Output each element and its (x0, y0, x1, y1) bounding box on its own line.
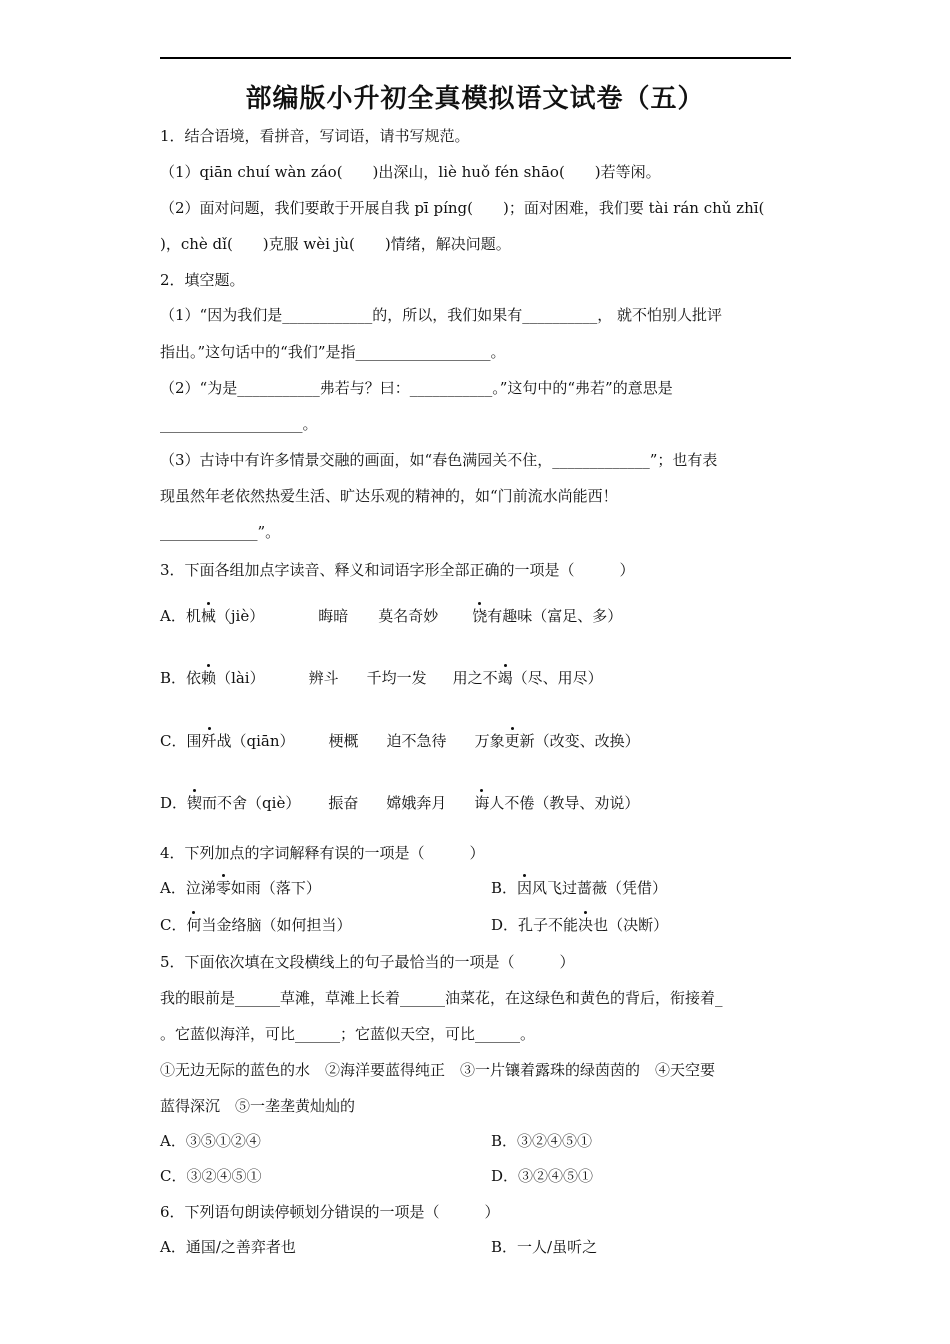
q5-option-c: C．③②④⑤① (160, 1167, 262, 1185)
word-text: 风飞过蔷薇（凭借） (532, 879, 668, 897)
option-label: A． (160, 607, 186, 625)
q2-part2-line2: ___________________。 (160, 415, 318, 433)
q3-stem: 3．下面各组加点字读音、释义和词语字形全部正确的一项是（ ） (160, 561, 635, 579)
q5-option-d: D．③②④⑤① (491, 1167, 594, 1185)
dotted-char: 零 (215, 879, 231, 897)
option-label: A． (160, 879, 186, 897)
q6-option-a: A．通国/之善弈者也 (160, 1238, 296, 1256)
option-label: B． (491, 879, 518, 897)
word-text: 机 (185, 607, 201, 625)
dotted-char: 更 (504, 732, 520, 750)
word-text: 当金络脑（如何担当） (201, 916, 352, 934)
q3-option-b (160, 668, 603, 688)
q4-option-d (491, 915, 668, 935)
dotted-char: 械 (200, 607, 216, 625)
dotted-char: 赖 (201, 669, 217, 687)
q3-option-d (160, 793, 639, 813)
q3-option-a (160, 606, 622, 626)
q2-part1-line2: 指出。”这句话中的“我们”是指__________________。 (160, 343, 506, 361)
q2-stem: 2．填空题。 (160, 271, 245, 289)
word-text: 辨斗 (308, 669, 339, 687)
q4-option-c (160, 915, 352, 935)
q2-part3-line1: （3）古诗中有许多情景交融的画面，如“春色满园关不住，_____________”；也有表 (160, 451, 718, 469)
q6-stem: 6．下列语句朗读停顿划分错误的一项是（ ） (160, 1203, 500, 1221)
q5-option-a: A．③⑤①②④ (160, 1132, 261, 1150)
word-text: 战（qiān） (216, 732, 295, 750)
dotted-char: 饶 (472, 607, 488, 625)
q1-stem: 1．结合语境，看拼音，写词语，请书写规范。 (160, 127, 470, 145)
q5-text-line2: 。它蓝似海洋，可比______；它蓝似天空，可比______。 (160, 1025, 536, 1043)
word-text: 有趣味（富足、多） (487, 607, 623, 625)
dotted-char: 锲 (187, 794, 203, 812)
page-title: 部编版小升初全真模拟语文试卷（五） (245, 84, 705, 114)
word-text: 晦暗 (318, 607, 349, 625)
dotted-char: 何 (186, 916, 202, 934)
q4-option-a (160, 878, 321, 898)
dotted-char: 歼 (201, 732, 217, 750)
q2-part3-line2: 现虽然年老依然热爱生活、旷达乐观的精神的，如“门前流水尚能西！ (160, 487, 618, 505)
word-text: 千均一发 (366, 669, 427, 687)
word-text: 振奋 (328, 794, 359, 812)
option-label: B． (160, 669, 187, 687)
word-text: 依 (186, 669, 202, 687)
dotted-char: 诲 (474, 794, 490, 812)
word-text: 围 (186, 732, 202, 750)
word-text: 梗概 (328, 732, 359, 750)
q1-part1: （1）qiān chuí wàn záo( )出深山，liè huǒ fén shāo( )若等闲。 (160, 163, 661, 181)
word-text: （jiè） (215, 607, 265, 625)
word-text: （尽、用尽） (512, 669, 603, 687)
q4-stem: 4．下列加点的字词解释有误的一项是（ ） (160, 844, 485, 862)
option-label: C． (160, 732, 187, 750)
q2-part3-line3: _____________”。 (160, 523, 281, 541)
dotted-char: 因 (517, 879, 533, 897)
q6-option-b: B．一人/虽听之 (491, 1238, 598, 1256)
word-text: 莫名奇妙 (378, 607, 439, 625)
option-label: D． (160, 794, 188, 812)
dotted-char: 竭 (497, 669, 513, 687)
word-text: 人不倦（教导、劝说） (489, 794, 640, 812)
q1-part2-line1: （2）面对问题，我们要敢于开展自我 pī píng( )；面对困难，我们要 tài rán chǔ zhī( (160, 199, 765, 217)
word-text: 而不舍（qiè） (202, 794, 301, 812)
q5-options-line1: ①无边无际的蓝色的水 ②海洋要蓝得纯正 ③一片镶着露珠的绿茵茵的 ④天空要 (160, 1061, 716, 1079)
q1-part2-line2: )，chè dǐ( )克服 wèi jù( )情绪，解决问题。 (160, 235, 511, 253)
word-text: 嫦娥奔月 (386, 794, 447, 812)
q2-part1-line1: （1）“因为我们是____________的，所以，我们如果有__________， 就不怕别人批评 (160, 306, 722, 324)
word-text: 泣涕 (185, 879, 216, 897)
q5-options-line2: 蓝得深沉 ⑤一垄垄黄灿灿的 (160, 1097, 356, 1115)
word-text: 孔子不能 (518, 916, 579, 934)
word-text: （lài） (216, 669, 265, 687)
option-label: C． (160, 916, 187, 934)
q4-option-b (491, 878, 667, 898)
q3-option-c (160, 731, 640, 751)
word-text: 新（改变、改换） (519, 732, 640, 750)
word-text: 如雨（落下） (230, 879, 321, 897)
q5-stem: 5．下面依次填在文段横线上的句子最恰当的一项是（ ） (160, 953, 575, 971)
dotted-char: 决 (578, 916, 594, 934)
word-text: 万象 (474, 732, 505, 750)
q5-text-line1: 我的眼前是______草滩，草滩上长着______油菜花，在这绿色和黄色的背后，衔接着_ (160, 989, 723, 1007)
q2-part2-line1: （2）“为是___________弗若与？曰：___________。”这句中的“弗若”的意思是 (160, 379, 673, 397)
word-text: 迫不急待 (386, 732, 447, 750)
header-rule (160, 57, 791, 59)
q5-option-b: B．③②④⑤① (491, 1132, 593, 1150)
word-text: 也（决断） (593, 916, 669, 934)
option-label: D． (491, 916, 519, 934)
word-text: 用之不 (452, 669, 498, 687)
